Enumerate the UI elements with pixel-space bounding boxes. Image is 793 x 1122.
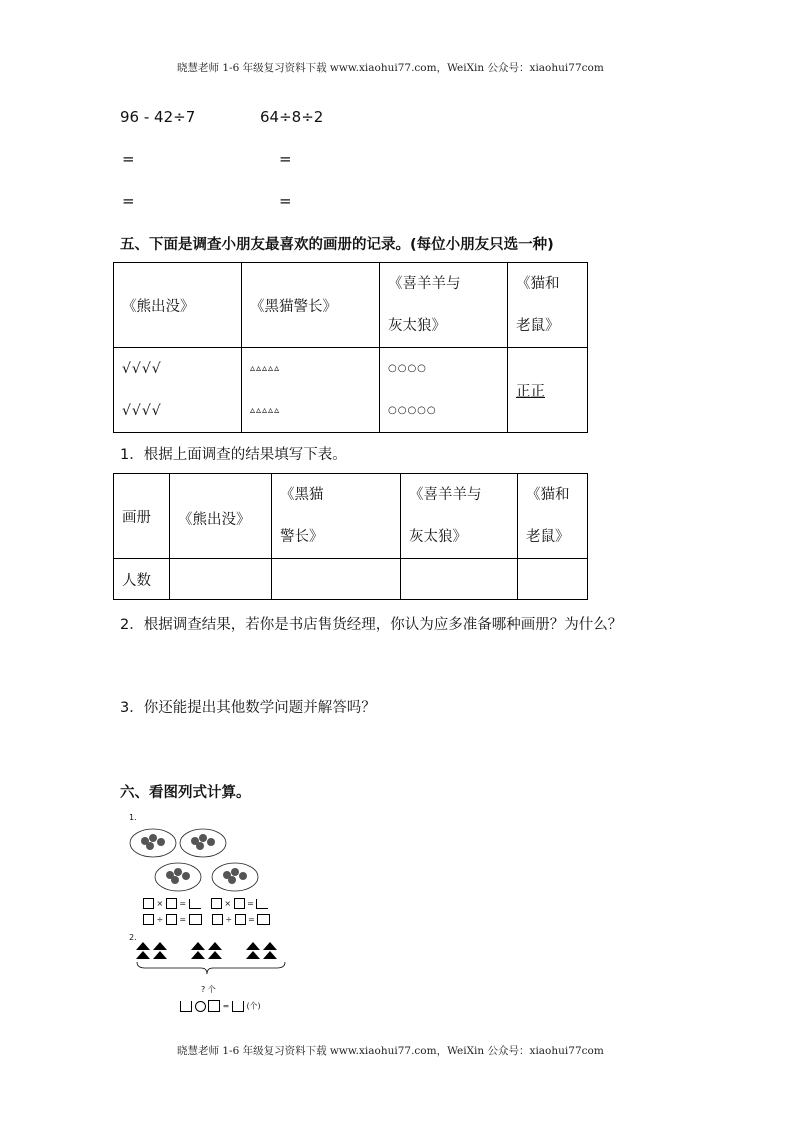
- figure-1-label: 1．: [129, 813, 143, 822]
- question-1: 1．根据上面调查的结果填写下表。: [120, 447, 347, 463]
- equals-sign: =: [122, 192, 135, 210]
- survey-record-table: [113, 262, 588, 433]
- answer-box[interactable]: [143, 914, 154, 925]
- result-table: [113, 473, 588, 600]
- equals-sign: =: [279, 192, 292, 210]
- result-book-cell: 《黑猫 警长》: [272, 474, 401, 559]
- page-footer: 晓慧老师 1-6 年级复习资料下载 www.xiaohui77.com，WeiXin 公众号：xiaohui77com: [177, 1045, 604, 1057]
- survey-tally-circles: ○○○○ ○○○○○: [380, 348, 508, 433]
- answer-box[interactable]: [166, 914, 177, 925]
- result-count-cell[interactable]: [170, 559, 272, 600]
- equals-sign: =: [122, 150, 135, 168]
- equation-row-2: ÷ = ÷ =: [143, 914, 270, 926]
- equals-sign: =: [279, 150, 292, 168]
- operator-circle[interactable]: [195, 1001, 206, 1012]
- survey-header-cell: 《黑猫警长》: [242, 263, 380, 348]
- result-count-label: 人数: [114, 559, 170, 600]
- equation-row-3: = (个): [180, 1000, 261, 1013]
- page-header: 晓慧老师 1-6 年级复习资料下载 www.xiaohui77.com，WeiXin 公众号：xiaohui77com: [177, 62, 604, 74]
- answer-box[interactable]: [166, 898, 177, 909]
- result-book-cell: 《猫和 老鼠》: [518, 474, 588, 559]
- answer-box[interactable]: [211, 898, 222, 909]
- answer-box[interactable]: [212, 914, 223, 925]
- answer-box[interactable]: [235, 914, 246, 925]
- answer-box[interactable]: [257, 914, 270, 925]
- total-label: ? 个: [201, 985, 216, 994]
- fruit-plates-figure: [128, 824, 268, 896]
- survey-tally-triangles: ▵▵▵▵▵ ▵▵▵▵▵: [242, 348, 380, 433]
- answer-box[interactable]: [256, 899, 268, 909]
- survey-header-cell: 《熊出没》: [114, 263, 242, 348]
- answer-box[interactable]: [234, 898, 245, 909]
- survey-header-cell: 《猫和 老鼠》: [508, 263, 588, 348]
- result-count-cell[interactable]: [518, 559, 588, 600]
- answer-box[interactable]: [180, 1001, 192, 1012]
- survey-tally-checks: √√√√ √√√√: [114, 348, 242, 433]
- answer-box[interactable]: [208, 1000, 220, 1012]
- triangles-figure: [135, 940, 290, 978]
- result-book-cell: 《熊出没》: [170, 474, 272, 559]
- section-6-title: 六、看图列式计算。: [120, 785, 251, 801]
- survey-tally-zheng: 正正: [508, 348, 588, 433]
- answer-box[interactable]: [232, 1001, 244, 1012]
- result-count-cell[interactable]: [401, 559, 518, 600]
- brace-icon: [137, 962, 285, 974]
- result-count-cell[interactable]: [272, 559, 401, 600]
- answer-box[interactable]: [143, 898, 154, 909]
- answer-box[interactable]: [189, 899, 201, 909]
- triangle-icon: [136, 942, 277, 959]
- question-3: 3．你还能提出其他数学问题并解答吗？: [120, 700, 376, 716]
- survey-header-cell: 《喜羊羊与 灰太狼》: [380, 263, 508, 348]
- expression-1: 96 - 42÷7: [120, 108, 196, 126]
- question-2: 2．根据调查结果，若你是书店售货经理，你认为应多准备哪种画册？为什么？: [120, 617, 623, 633]
- fruit-icon: [141, 834, 247, 884]
- section-5-title: 五、下面是调查小朋友最喜欢的画册的记录。(每位小朋友只选一种): [120, 237, 554, 253]
- expression-2: 64÷8÷2: [260, 108, 324, 126]
- result-row-label: 画册: [114, 474, 170, 559]
- result-book-cell: 《喜羊羊与 灰太狼》: [401, 474, 518, 559]
- figure-2-label: 2．: [129, 933, 143, 942]
- answer-box[interactable]: [189, 914, 202, 925]
- equation-row-1: × = × =: [143, 898, 268, 910]
